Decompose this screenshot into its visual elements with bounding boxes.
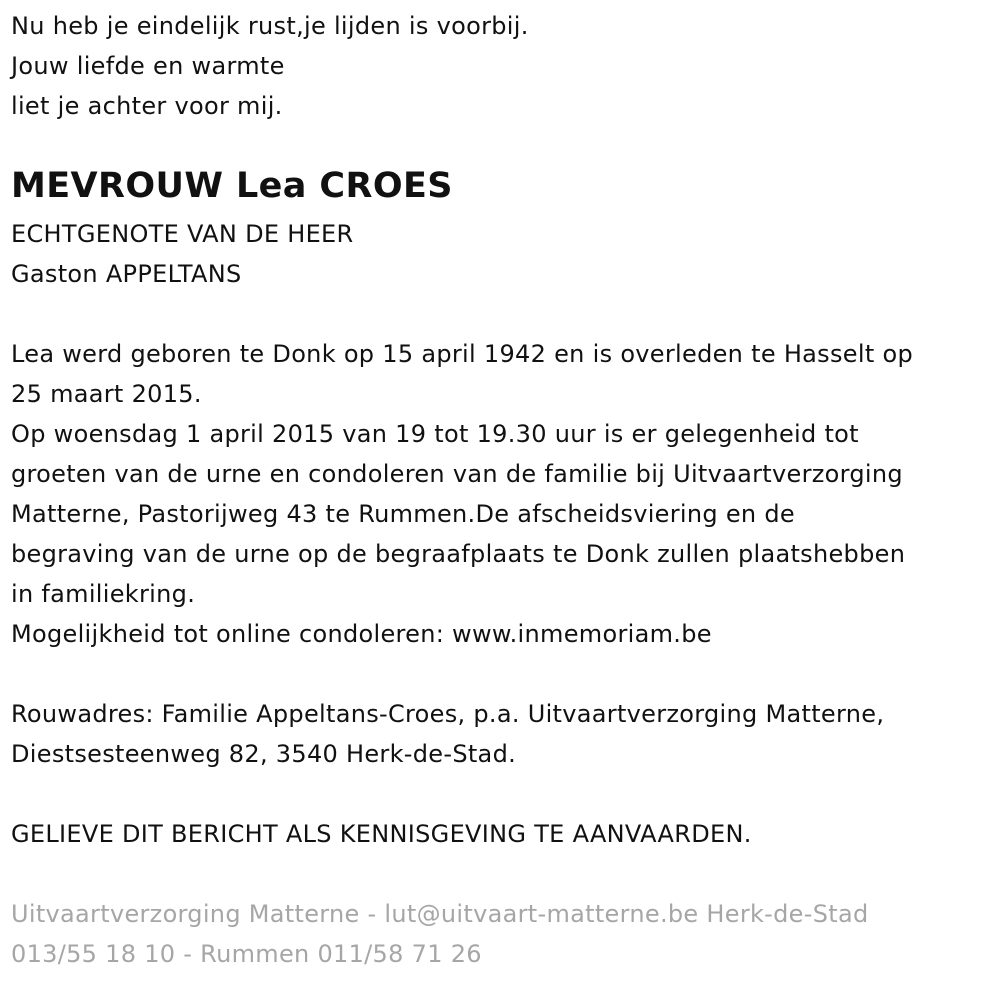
spouse-line: ECHTGENOTE VAN DE HEER — [11, 220, 354, 248]
body-line: 25 maart 2015. — [11, 380, 202, 408]
body-line: Matterne, Pastorijweg 43 te Rummen.De afscheidsviering en de — [11, 500, 795, 528]
poem-line: liet je achter voor mij. — [11, 92, 283, 120]
deceased-name: MEVROUW Lea CROES — [11, 166, 453, 206]
footer-line: 013/55 18 10 - Rummen 011/58 71 26 — [11, 940, 482, 968]
announcement-body — [11, 334, 913, 654]
body-line: Lea werd geboren te Donk op 15 april 1942 en is overleden te Hasselt op — [11, 340, 913, 368]
address-line: Rouwadres: Familie Appeltans-Croes, p.a. Uitvaartverzorging Matterne, — [11, 700, 885, 728]
body-line: in familiekring. — [11, 580, 196, 608]
footer-line: Uitvaartverzorging Matterne - lut@uitvaart-matterne.be Herk-de-Stad — [11, 900, 869, 928]
body-line: Mogelijkheid tot online condoleren: www.inmemoriam.be — [11, 620, 712, 648]
mourning-address — [11, 694, 884, 774]
spouse-info — [11, 214, 354, 294]
body-line: begraving van de urne op de begraafplaats te Donk zullen plaatshebben — [11, 540, 906, 568]
address-line: Diestsesteenweg 82, 3540 Herk-de-Stad. — [11, 740, 517, 768]
poem-line: Nu heb je eindelijk rust,je lijden is voorbij. — [11, 12, 529, 40]
poem-line: Jouw liefde en warmte — [11, 52, 285, 80]
body-line: Op woensdag 1 april 2015 van 19 tot 19.30 uur is er gelegenheid tot — [11, 420, 859, 448]
body-line: groeten van de urne en condoleren van de familie bij Uitvaartverzorging — [11, 460, 903, 488]
funeral-home-footer — [11, 894, 869, 974]
poem — [11, 6, 529, 126]
spouse-line: Gaston APPELTANS — [11, 260, 242, 288]
notice-text: GELIEVE DIT BERICHT ALS KENNISGEVING TE AANVAARDEN. — [11, 820, 752, 848]
